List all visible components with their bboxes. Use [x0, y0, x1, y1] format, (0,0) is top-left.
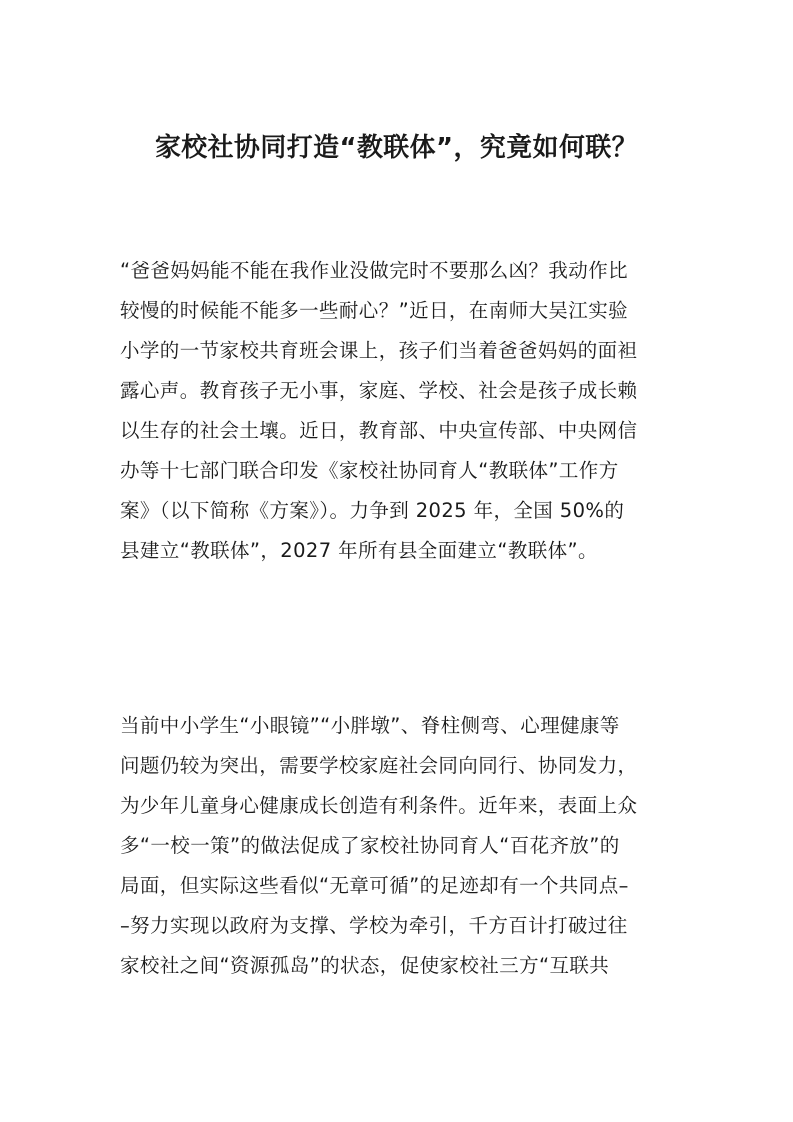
paragraph-line: 案》（以下简称《方案》）。力争到 2025 年，全国 50%的 [120, 499, 625, 522]
paragraph-line: “爸爸妈妈能不能在我作业没做完时不要那么凶？我动作比 [120, 259, 629, 282]
paragraph-line: 办等十七部门联合印发《家校社协同育人“教联体”工作方 [120, 459, 619, 482]
paragraph-line: 露心声。教育孩子无小事，家庭、学校、社会是孩子成长赖 [120, 379, 638, 402]
paragraph-line: 局面，但实际这些看似“无章可循”的足迹却有一个共同点– [120, 874, 629, 897]
paragraph-line: 较慢的时候能不能多一些耐心？”近日，在南师大吴江实验 [120, 299, 629, 322]
paragraph-line: 问题仍较为突出，需要学校家庭社会同向同行、协同发力， [120, 754, 638, 777]
paragraph-line: 当前中小学生“小眼镜”“小胖墩”、脊柱侧弯、心理健康等 [120, 714, 620, 737]
paragraph-line: 为少年儿童身心健康成长创造有利条件。近年来，表面上众 [120, 794, 638, 817]
paragraph-2 [120, 706, 680, 986]
document-title: 家校社协同打造“教联体”，究竟如何联？ [154, 133, 639, 163]
paragraph-line: –努力实现以政府为支撑、学校为牵引，千方百计打破过往 [120, 914, 628, 937]
paragraph-line: 多“一校一策”的做法促成了家校社协同育人“百花齐放”的 [120, 834, 620, 857]
paragraph-1 [120, 251, 680, 571]
paragraph-line: 县建立“教联体”，2027 年所有县全面建立“教联体”。 [120, 539, 598, 562]
paragraph-line: 家校社之间“资源孤岛”的状态，促使家校社三方“互联共 [120, 954, 610, 977]
paragraph-line: 小学的一节家校共育班会课上，孩子们当着爸爸妈妈的面袒 [120, 339, 638, 362]
paragraph-line: 以生存的社会土壤。近日，教育部、中央宣传部、中央网信 [120, 419, 638, 442]
